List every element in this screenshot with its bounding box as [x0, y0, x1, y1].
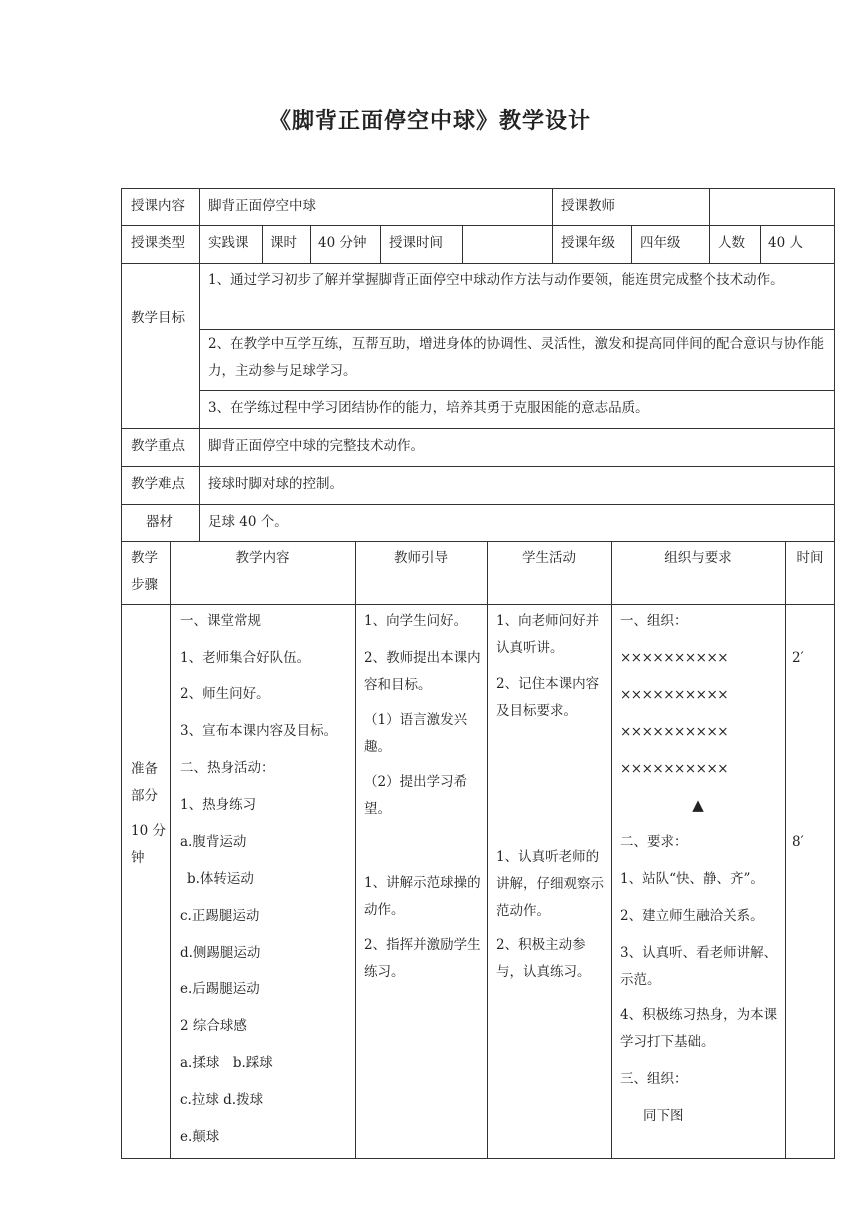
formation-row: ×××××××××× [620, 687, 729, 703]
equipment-value: 足球 40 个。 [208, 514, 288, 530]
goals-label: 教学目标 [131, 310, 185, 326]
content-line: 二、热身活动： [180, 760, 275, 776]
col-header-content: 教学内容 [235, 550, 290, 566]
formation-row: ×××××××××× [620, 650, 729, 666]
difficulty-label: 教学难点 [131, 476, 185, 492]
org-line: 1、站队“快、静、齐”。 [620, 871, 764, 887]
equipment-label: 器材 [146, 514, 173, 530]
content-line: e.颠球 [180, 1129, 220, 1145]
col-header-teacher: 教师引导 [394, 550, 448, 566]
content-line: d.侧踢腿运动 [180, 945, 261, 961]
teacher-line: （2）提出学习希望。 [364, 774, 468, 817]
content-line: 1、热身练习 [180, 797, 257, 813]
time-value-1: 2′ [792, 650, 804, 666]
student-line: 2、记住本课内容及目标要求。 [496, 676, 600, 719]
step-label: 部分 [131, 788, 158, 804]
org-line: 2、建立师生融洽关系。 [620, 908, 764, 924]
teacher-line: 1、讲解示范球操的动作。 [364, 875, 481, 918]
type-value: 实践课 [208, 235, 249, 251]
time-value-2: 8′ [792, 834, 804, 850]
content-line: 2 综合球感 [180, 1018, 247, 1034]
teacher-position-icon: ▲ [692, 796, 704, 814]
content-line: a.腹背运动 [180, 834, 247, 850]
content-line: 2、师生问好。 [180, 686, 270, 702]
course-content-value: 脚背正面停空中球 [208, 198, 316, 214]
col-header-time: 时间 [796, 550, 824, 566]
student-line: 1、认真听老师的讲解，仔细观察示范动作。 [496, 849, 604, 919]
step-duration: 钟 [131, 850, 145, 866]
period-value: 40 分钟 [318, 235, 367, 251]
org-line: 3、认真听、看老师讲解、示范。 [620, 945, 778, 988]
course-content-label: 授课内容 [131, 198, 185, 214]
content-line: c.拉球 d.拨球 [180, 1092, 264, 1108]
grade-value: 四年级 [640, 235, 681, 251]
step-label: 准备 [131, 761, 158, 777]
goal-item: 2、在教学中互学互练，互帮互助，增进身体的协调性、灵活性，激发和提高同伴间的配合意识与协作能力，主动参与足球学习。 [208, 336, 825, 379]
content-line: c.正踢腿运动 [180, 908, 260, 924]
teacher-line: 2、指挥并激励学生练习。 [364, 937, 481, 980]
difficulty-value: 接球时脚对球的控制。 [208, 476, 343, 492]
content-line: b.体转运动 [187, 871, 254, 887]
grade-label: 授课年级 [561, 235, 615, 251]
content-line: 3、宣布本课内容及目标。 [180, 723, 338, 739]
page-title: 《脚背正面停空中球》教学设计 [268, 108, 591, 134]
content-line: e.后踢腿运动 [180, 981, 260, 997]
org-line: 一、组织： [620, 613, 688, 629]
content-line: a.揉球 b.踩球 [180, 1055, 273, 1071]
goal-item: 3、在学练过程中学习团结协作的能力，培养其勇于克服困能的意志品质。 [208, 400, 649, 416]
time-label: 授课时间 [389, 235, 443, 251]
teacher-label: 授课教师 [561, 198, 615, 214]
col-header-step: 教学步骤 [131, 550, 158, 593]
content-line: 一、课堂常规 [180, 613, 261, 629]
step-duration: 10 分 [131, 823, 166, 839]
goal-item: 1、通过学习初步了解并掌握脚背正面停空中球动作方法与动作要领，能连贯完成整个技术动作。 [208, 272, 784, 288]
col-header-org: 组织与要求 [664, 550, 732, 566]
org-line: 三、组织： [620, 1071, 688, 1087]
count-label: 人数 [718, 235, 745, 251]
org-line: 二、要求： [620, 834, 688, 850]
student-line: 2、积极主动参与，认真练习。 [496, 937, 591, 980]
formation-row: ×××××××××× [620, 724, 729, 740]
org-line: 同下图 [643, 1108, 684, 1124]
key-point-value: 脚背正面停空中球的完整技术动作。 [208, 438, 424, 454]
count-value: 40 人 [768, 235, 803, 251]
student-line: 1、向老师问好并认真听讲。 [496, 613, 600, 656]
type-label: 授课类型 [131, 235, 185, 251]
teacher-line: 2、教师提出本课内容和目标。 [364, 650, 481, 693]
key-point-label: 教学重点 [131, 438, 185, 454]
formation-row: ×××××××××× [620, 761, 729, 777]
col-header-student: 学生活动 [522, 550, 576, 566]
teacher-line: 1、向学生问好。 [364, 613, 468, 629]
org-line: 4、积极练习热身，为本课学习打下基础。 [620, 1007, 778, 1050]
period-label: 课时 [270, 235, 297, 251]
teacher-line: （1）语言激发兴趣。 [364, 712, 468, 755]
content-line: 1、老师集合好队伍。 [180, 650, 311, 666]
